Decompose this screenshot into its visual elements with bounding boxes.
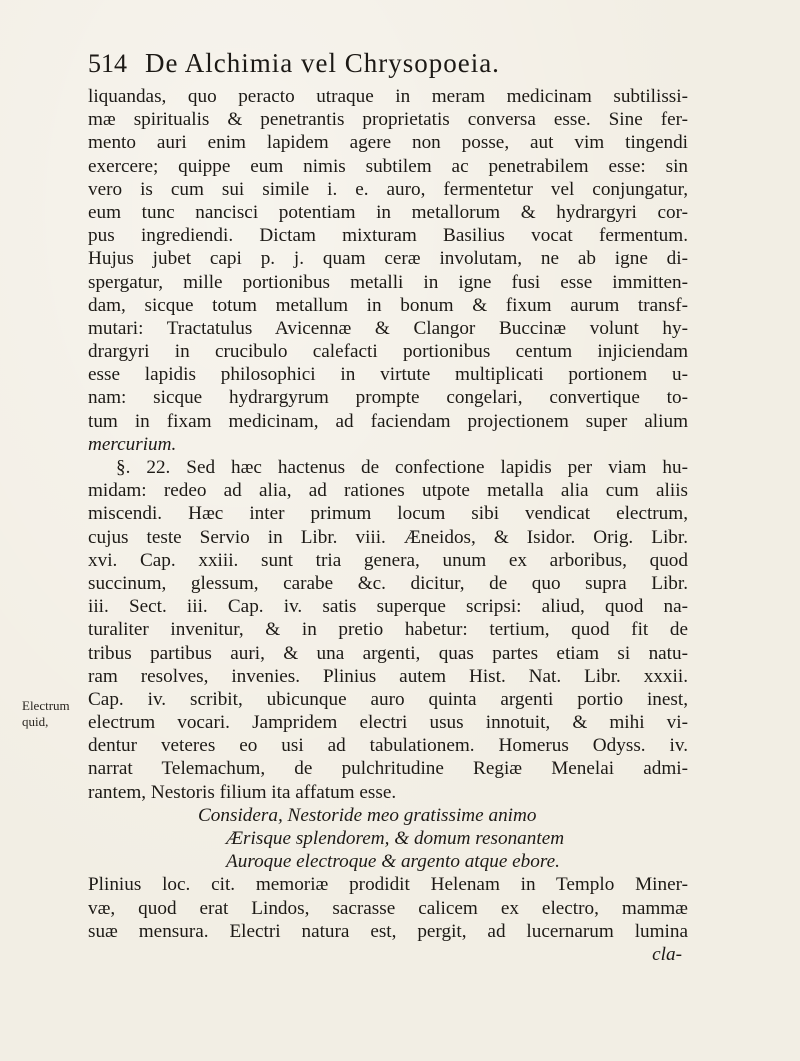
text-line: Hujus jubet capi p. j. quam ceræ involutam, ne ab igne di-: [88, 248, 688, 270]
page-header: [88, 48, 708, 84]
text-line: dam, sicque totum metallum in bonum & fixum aurum transf-: [88, 294, 688, 316]
text-line: mento auri enim lapidem agere non posse, aut vim tingendi: [88, 132, 688, 154]
text-line: exercere; quippe eum nimis subtilem ac penetrabilem esse: sin: [88, 155, 688, 177]
text-line: Cap. iv. scribit, ubicunque auro quinta argenti portio inest,: [88, 688, 688, 710]
text-line: dentur veteres eo usi ad tabulationem. Homerus Odyss. iv.: [88, 735, 688, 757]
text-line: cujus teste Servio in Libr. viii. Æneidos, & Isidor. Orig. Libr.: [88, 526, 688, 548]
page-number: 514: [88, 49, 127, 78]
text-line: electrum vocari. Jampridem electri usus innotuit, & mihi vi-: [88, 712, 688, 734]
text-line: tribus partibus auri, & una argenti, quas partes etiam si natu-: [88, 642, 688, 664]
text-line: mutari: Tractatulus Avicennæ & Clangor Buccinæ volunt hy-: [88, 317, 688, 339]
text-line: suæ mensura. Electri natura est, pergit, ad lucernarum lumina: [88, 920, 688, 942]
text-line: §. 22. Sed hæc hactenus de confectione lapidis per viam hu-: [116, 457, 688, 478]
verse-line: Ærisque splendorem, & domum resonantem: [226, 828, 565, 849]
text-line: turaliter invenitur, & in pretio habetur: tertium, quod fit de: [88, 619, 688, 641]
text-line: væ, quod erat Lindos, sacrasse calicem ex electro, mammæ: [88, 897, 688, 919]
text-line: miscendi. Hæc inter primum locum sibi vendicat electrum,: [88, 503, 688, 525]
text-line: midam: redeo ad alia, ad rationes utpote metalla alia cum aliis: [88, 480, 688, 502]
marginal-note: Electrum quid,: [22, 698, 70, 729]
running-title: De Alchimia vel Chrysopoeia.: [145, 48, 500, 78]
text-line: vero is cum sui simile i. e. auro, fermentetur vel conjungatur,: [88, 178, 688, 200]
text-line: Plinius loc. cit. memoriæ prodidit Helenam in Templo Miner-: [88, 874, 688, 896]
text-line: liquandas, quo peracto utraque in meram medicinam subtilissi-: [88, 86, 688, 107]
text-line: xvi. Cap. xxiii. sunt tria genera, unum ex arboribus, quod: [88, 549, 688, 571]
body-text: [88, 85, 688, 966]
text-line: tum in fixam medicinam, ad faciendam projectionem super alium: [88, 410, 688, 432]
text-line: narrat Telemachum, de pulchritudine Regiæ Menelai admi-: [88, 758, 688, 780]
verse-line: Auroque electroque & argento atque ebore.: [226, 851, 560, 873]
text-line: succinum, glessum, carabe &c. dicitur, de quo supra Libr.: [88, 572, 688, 594]
text-line: iii. Sect. iii. Cap. iv. satis superque scripsi: aliud, quod na-: [88, 596, 688, 618]
text-line: mercurium.: [88, 433, 177, 455]
text-line: ram resolves, invenies. Plinius autem Hist. Nat. Libr. xxxii.: [88, 665, 688, 687]
catchword: cla-: [652, 943, 682, 965]
text-line: rantem, Nestoris filium ita affatum esse.: [88, 781, 397, 803]
verse-line: Considera, Nestoride meo gratissime animo: [198, 804, 537, 826]
text-line: spergatur, mille portionibus metalli in igne fusi esse immitten-: [88, 271, 688, 293]
text-line: eum tunc nancisci potentiam in metallorum & hydrargyri cor-: [88, 201, 688, 223]
text-line: mæ spiritualis & penetrantis proprietatis conversa esse. Sine fer-: [88, 109, 688, 131]
text-line: drargyri in crucibulo calefacti portionibus centum injiciendam: [88, 341, 688, 363]
text-line: esse lapidis philosophici in virtute multiplicati portionem u-: [88, 364, 688, 386]
text-line: nam: sicque hydrargyrum prompte congelari, convertique to-: [88, 387, 688, 409]
text-line: pus ingrediendi. Dictam mixturam Basilius vocat fermentum.: [88, 225, 688, 247]
